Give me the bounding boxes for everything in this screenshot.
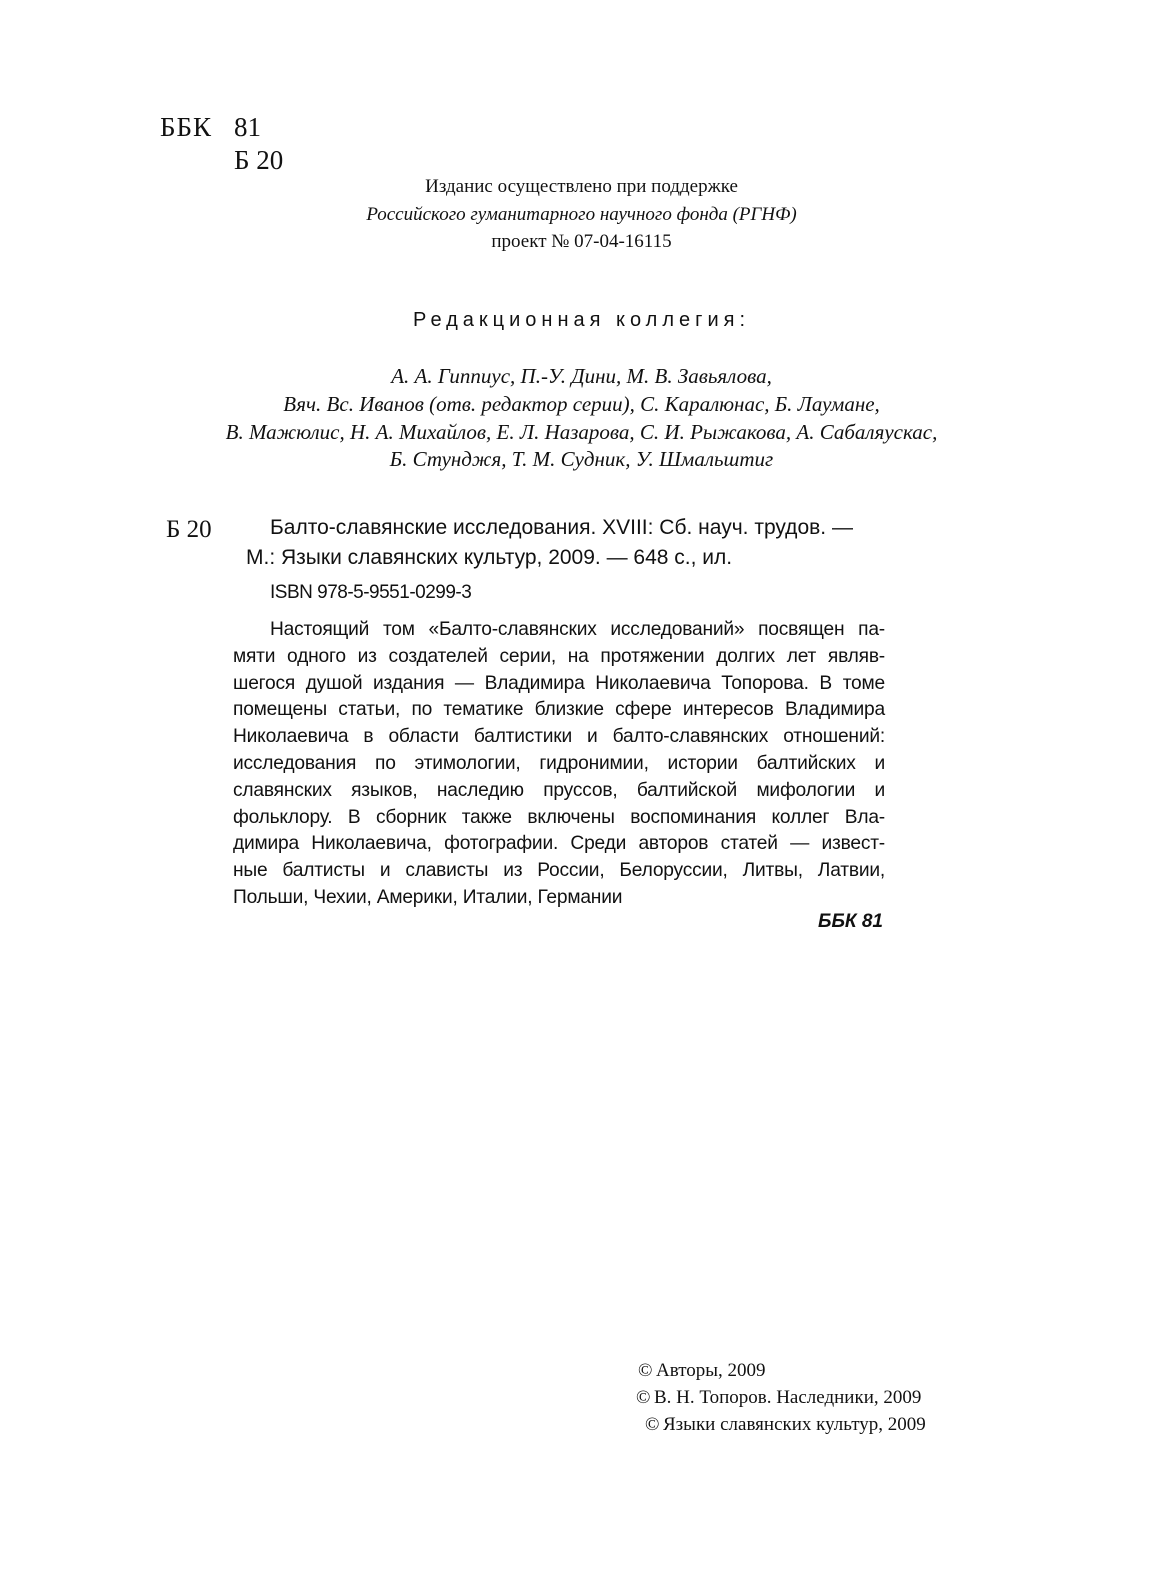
bbk-code: 81: [234, 112, 261, 142]
author-mark: Б 20: [234, 145, 284, 175]
editorial-board-line: Б. Стунджя, Т. М. Судник, У. Шмальштиг: [389, 447, 774, 471]
copyright-text: В. Н. Топоров. Наследники, 2009: [654, 1387, 922, 1408]
copyright-line: [636, 1387, 921, 1409]
annotation-line: Настоящий том «Балто-славянских исследований» посвящен па-: [270, 619, 885, 640]
annotation-line: димира Николаевича, фотографии. Среди авторов статей — извест-: [233, 833, 885, 855]
editorial-board-line: В. Мажюлис, Н. А. Михайлов, Е. Л. Назарова, С. И. Рыжакова, А. Сабаляускас,: [225, 420, 938, 444]
annotation-line: Польши, Чехии, Америки, Италии, Германии: [233, 886, 623, 908]
bibliographic-imprint: М.: Языки славянских культур, 2009. — 648 с., ил.: [246, 546, 733, 569]
editorial-board-title: Редакционная коллегия:: [412, 309, 750, 331]
annotation-line: помещены статьи, по тематике близкие сфере интересов Владимира: [233, 699, 885, 721]
annotation-line: ные балтисты и слависты из России, Белоруссии, Литвы, Латвии,: [233, 860, 885, 882]
copyright-text: Авторы, 2009: [656, 1360, 766, 1381]
annotation-line: мяти одного из создателей серии, на протяжении долгих лет являв-: [233, 645, 885, 667]
annotation-line: шегося душой издания — Владимира Николаевича Топорова. В томе: [233, 672, 885, 694]
support-note-line: Изданис осуществлено при поддержке: [425, 176, 738, 197]
bibliographic-title: Балто-славянские исследования. XVIII: Сб. науч. трудов. —: [270, 516, 853, 539]
copyright-text: Языки славянских культур, 2009: [663, 1414, 926, 1435]
bbk-footer: ББК 81: [818, 911, 883, 932]
copyright-line: [638, 1360, 766, 1382]
editorial-board-line: Вяч. Вс. Иванов (отв. редактор серии), С. Каралюнас, Б. Лаумане,: [283, 392, 880, 416]
annotation-text: [233, 617, 885, 912]
editorial-board-line: А. А. Гиппиус, П.-У. Дини, М. В. Завьялова,: [391, 364, 772, 388]
annotation-line: Николаевича в области балтистики и балто-славянских отношений:: [233, 726, 885, 748]
copyright-icon: ©: [645, 1414, 660, 1435]
support-note-fund: Российского гуманитарного научного фонда (РГНФ): [366, 204, 797, 225]
annotation-line: исследования по этимологии, гидронимии, истории балтийских и: [233, 752, 885, 774]
copyright-icon: ©: [636, 1387, 651, 1408]
support-note-project: проект № 07-04-16115: [491, 231, 672, 252]
bbk-label: ББК: [160, 112, 213, 142]
annotation-line: фольклору. В сборник также включены воспоминания коллег Вла-: [233, 806, 885, 828]
copyright-icon: ©: [638, 1360, 653, 1381]
isbn: ISBN 978-5-9551-0299-3: [270, 582, 472, 603]
copyright-line: [645, 1414, 926, 1436]
bibliographic-author-mark: Б 20: [166, 516, 212, 543]
annotation-line: славянских языков, наследию пруссов, балтийской мифологии и: [233, 779, 885, 801]
